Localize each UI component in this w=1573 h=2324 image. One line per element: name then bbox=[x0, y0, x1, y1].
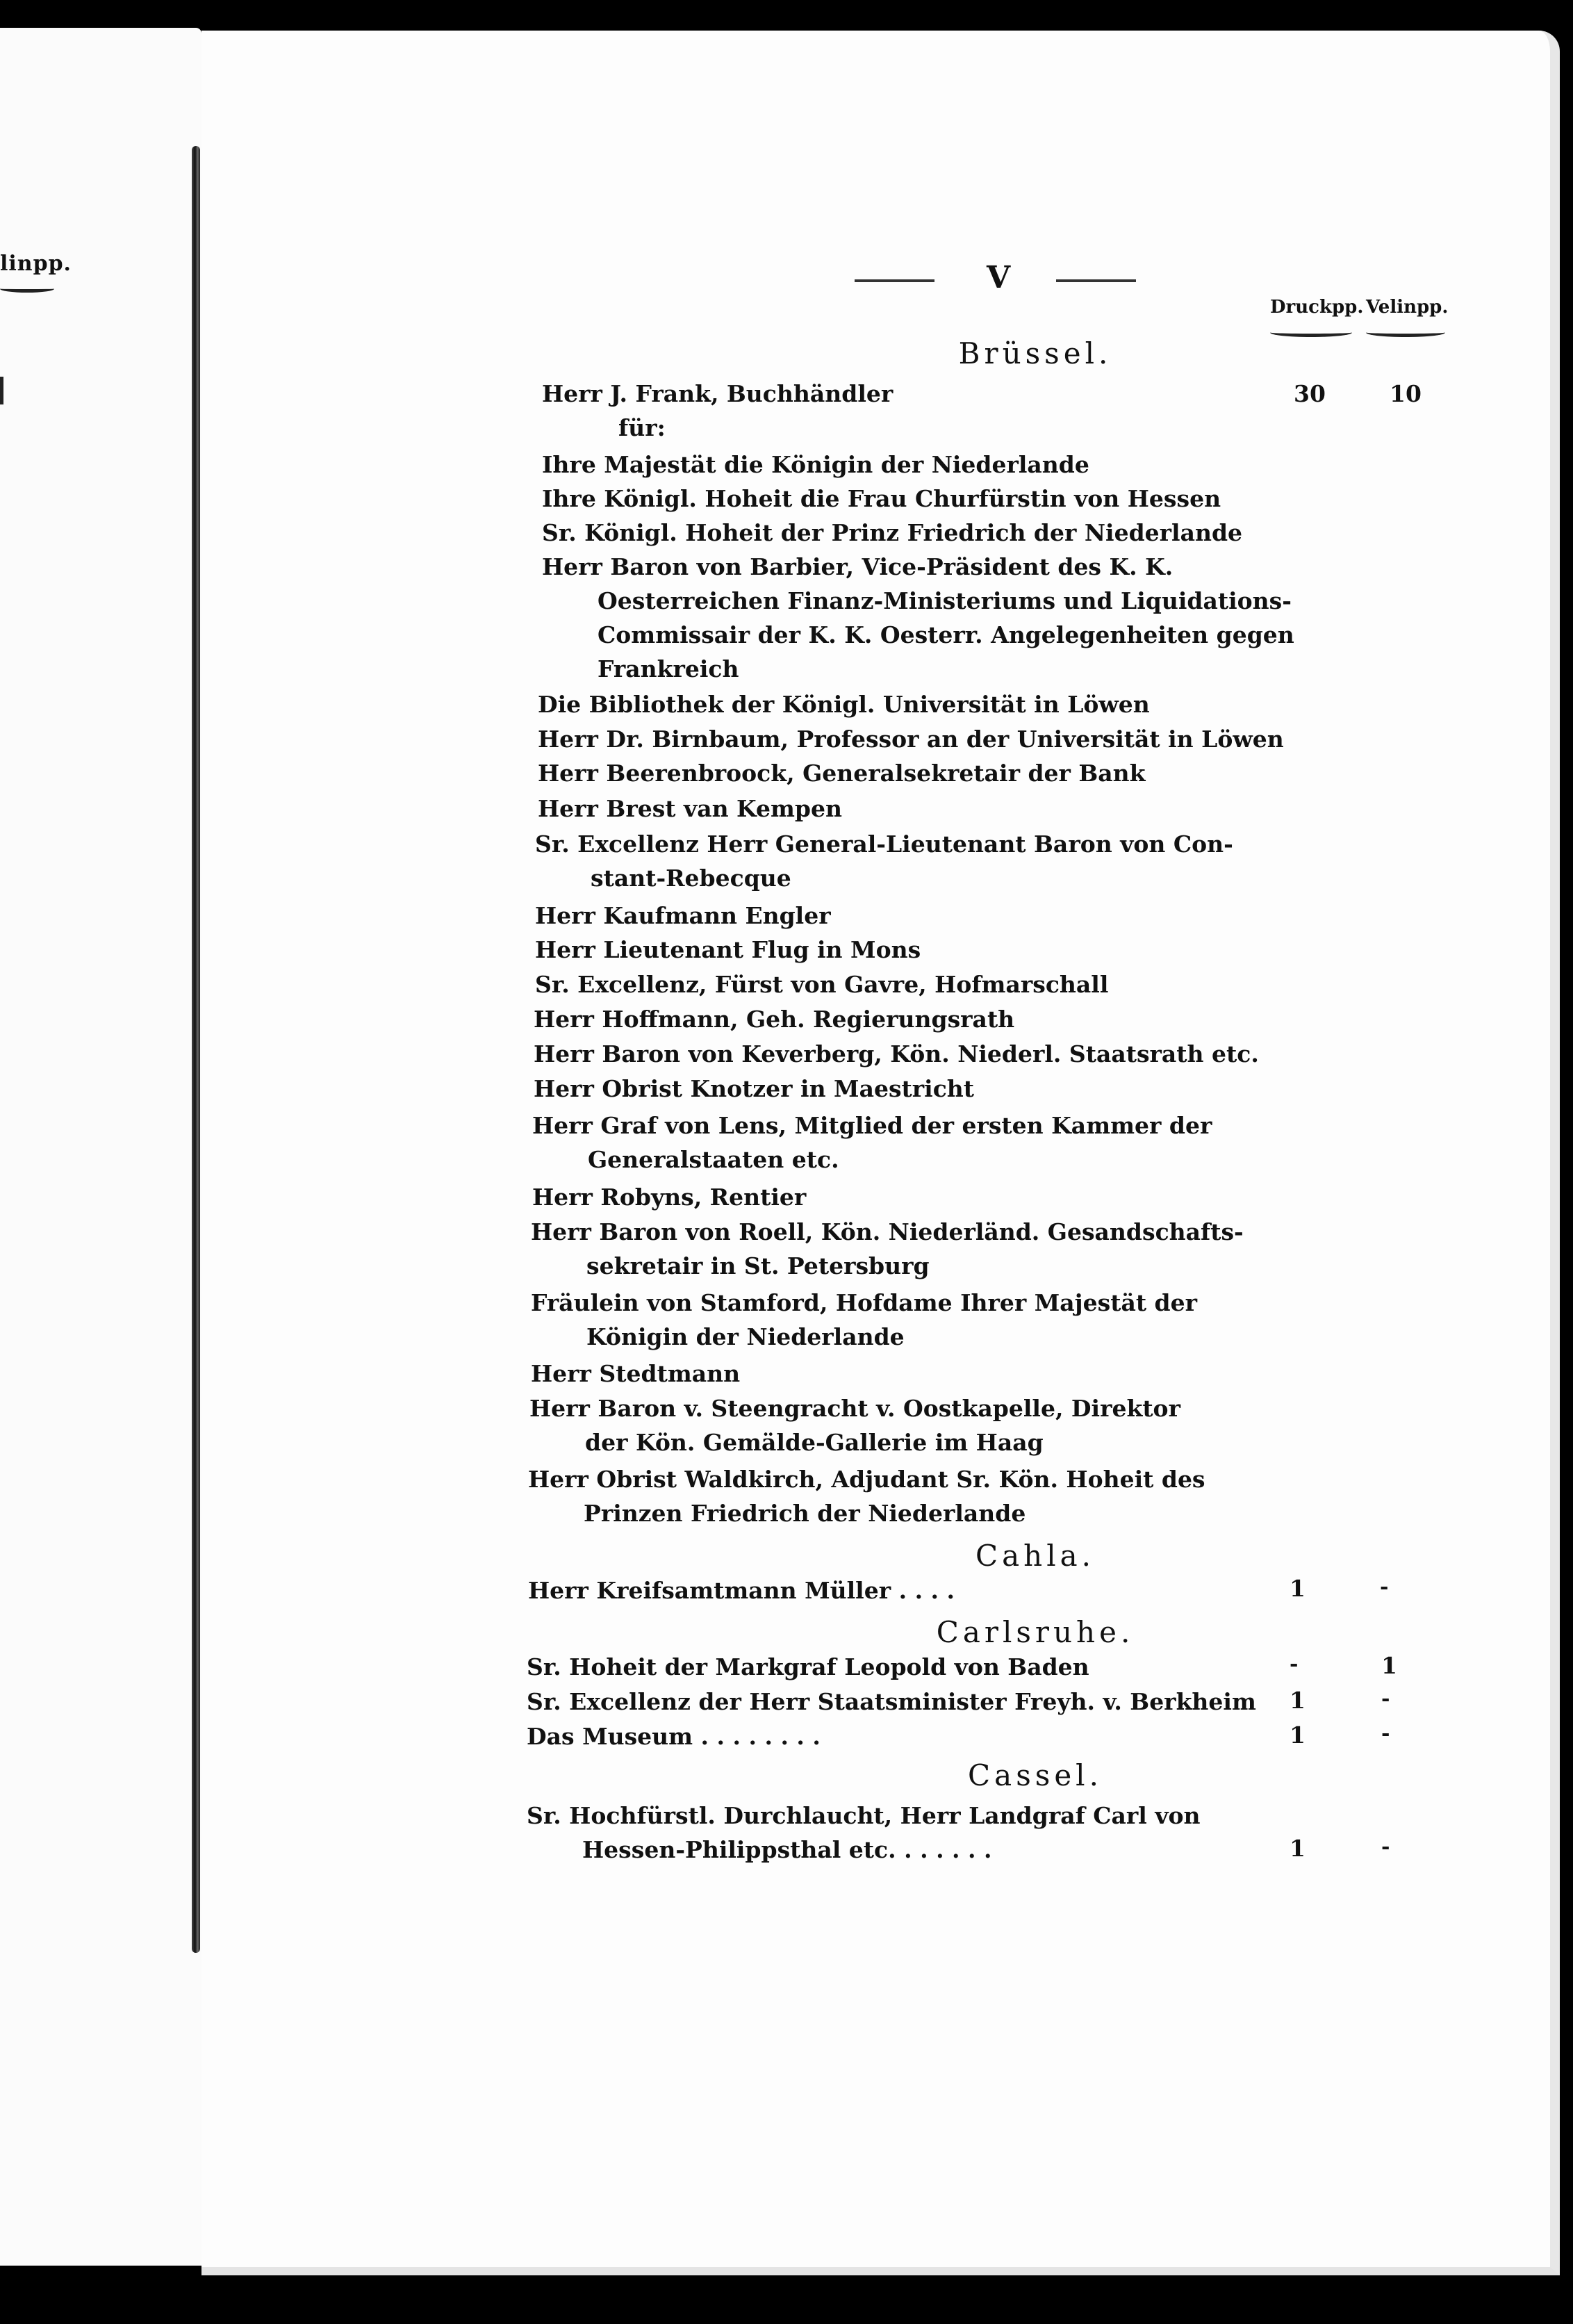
entry-line: Herr Kreifsamtmann Müller . . . . bbox=[528, 1577, 955, 1604]
subscriber-entry bbox=[527, 1799, 1201, 1867]
entry-line: Ihre Königl. Hoheit die Frau Churfürstin von Hessen bbox=[542, 485, 1221, 512]
entry-line: Herr Robyns, Rentier bbox=[532, 1184, 807, 1211]
header-rule-right bbox=[1056, 279, 1136, 282]
subscriber-entry bbox=[538, 792, 842, 826]
entry-line: Herr Dr. Birnbaum, Professor an der Universität in Löwen bbox=[538, 726, 1284, 753]
entry-line: Ihre Majestät die Königin der Niederlande bbox=[542, 451, 1089, 478]
velin-count: 10 bbox=[1390, 380, 1422, 407]
entry-line: Sr. Hoheit der Markgraf Leopold von Baden bbox=[527, 1653, 1089, 1680]
entry-line-continued: Oesterreichen Finanz-Ministeriums und Liquidations- bbox=[598, 587, 1292, 614]
entry-line: Herr Baron von Roell, Kön. Niederländ. Gesandschafts- bbox=[531, 1218, 1244, 1245]
velin-count: 1 bbox=[1381, 1652, 1397, 1679]
velin-count: - bbox=[1380, 1575, 1389, 1599]
subscriber-entry bbox=[534, 1072, 974, 1106]
entry-line: Herr Baron von Keverberg, Kön. Niederl. Staatsrath etc. bbox=[534, 1040, 1259, 1067]
entry-line: Herr Baron von Barbier, Vice-Präsident des K. K. bbox=[542, 553, 1173, 580]
druck-count: 1 bbox=[1290, 1835, 1306, 1862]
subscriber-entry bbox=[531, 1357, 740, 1391]
velin-count: - bbox=[1381, 1687, 1390, 1711]
left-page-header: linpp. bbox=[0, 252, 72, 276]
entry-line: Sr. Hochfürstl. Durchlaucht, Herr Landgraf Carl von bbox=[527, 1802, 1201, 1829]
subscriber-entry bbox=[535, 827, 1233, 895]
section-heading-carlsruhe: Carlsruhe. bbox=[936, 1615, 1135, 1649]
right-page bbox=[201, 31, 1560, 2275]
section-heading-bruessel: Brüssel. bbox=[958, 336, 1112, 370]
entry-line-continued: Prinzen Friedrich der Niederlande bbox=[584, 1500, 1026, 1527]
subscriber-entry bbox=[528, 1573, 955, 1607]
entry-line: Herr Brest van Kempen bbox=[538, 795, 842, 822]
subscriber-entry bbox=[529, 1391, 1180, 1459]
entry-line: Herr Stedtmann bbox=[531, 1360, 741, 1387]
entry-line: Herr Graf von Lens, Mitglied der ersten Kammer der bbox=[532, 1112, 1212, 1139]
column-brace-velin bbox=[1366, 328, 1445, 337]
subscriber-entry bbox=[538, 722, 1284, 756]
entry-line: für: bbox=[618, 414, 666, 441]
subscriber-entry bbox=[538, 687, 1150, 721]
druck-count: 1 bbox=[1290, 1687, 1306, 1714]
entry-line-continued: Commissair der K. K. Oesterr. Angelegenheiten gegen bbox=[598, 621, 1294, 648]
entry-line: Sr. Königl. Hoheit der Prinz Friedrich der Niederlande bbox=[542, 519, 1243, 546]
entry-line-continued: stant-Rebecque bbox=[591, 865, 791, 892]
entry-line-continued: Hessen-Philippsthal etc. . . . . . . bbox=[582, 1836, 992, 1863]
entry-line: Herr Baron v. Steengracht v. Oostkapelle, Direktor bbox=[529, 1395, 1180, 1422]
subscriber-entry bbox=[535, 933, 921, 967]
velin-count: - bbox=[1381, 1835, 1390, 1859]
entry-line: Herr Kaufmann Engler bbox=[535, 902, 831, 929]
left-page-mark bbox=[0, 377, 3, 404]
entry-line: Sr. Excellenz, Fürst von Gavre, Hofmarschall bbox=[535, 971, 1109, 998]
entry-line: Herr Obrist Knotzer in Maestricht bbox=[534, 1075, 975, 1102]
header-rule-left bbox=[855, 279, 934, 282]
subscriber-entry bbox=[527, 1719, 821, 1753]
column-brace-druck bbox=[1270, 328, 1352, 337]
subscriber-entry bbox=[542, 516, 1242, 550]
entry-line: Herr Lieutenant Flug in Mons bbox=[535, 936, 921, 963]
entry-line: Sr. Excellenz Herr General-Lieutenant Baron von Con- bbox=[535, 830, 1233, 858]
entry-line: Herr Hoffmann, Geh. Regierungsrath bbox=[534, 1006, 1015, 1033]
subscriber-entry bbox=[527, 1685, 1256, 1719]
subscriber-entry bbox=[542, 448, 1089, 482]
entry-line: Herr J. Frank, Buchhändler bbox=[542, 380, 893, 407]
entry-line: Sr. Excellenz der Herr Staatsminister Freyh. v. Berkheim bbox=[527, 1688, 1256, 1715]
section-heading-cassel: Cassel. bbox=[968, 1758, 1103, 1792]
subscriber-entry bbox=[618, 411, 666, 445]
subscriber-entry bbox=[542, 482, 1221, 516]
left-page-fragment bbox=[0, 28, 201, 2266]
subscriber-entry bbox=[538, 756, 1146, 790]
column-header-velin: Velinpp. bbox=[1366, 297, 1449, 318]
subscriber-entry bbox=[535, 967, 1108, 1001]
subscriber-entry bbox=[534, 1002, 1014, 1036]
subscriber-entry bbox=[528, 1462, 1205, 1530]
entry-line: Herr Beerenbroock, Generalsekretair der Bank bbox=[538, 760, 1146, 787]
druck-count: - bbox=[1290, 1652, 1299, 1676]
entry-line-continued: sekretair in St. Petersburg bbox=[586, 1252, 930, 1279]
subscriber-entry bbox=[534, 1037, 1259, 1071]
subscriber-entry bbox=[542, 550, 1294, 686]
subscriber-entry bbox=[531, 1215, 1244, 1283]
druck-count: 1 bbox=[1290, 1575, 1306, 1602]
subscriber-entry bbox=[532, 1180, 806, 1214]
entry-line: Fräulein von Stamford, Hofdame Ihrer Majestät der bbox=[531, 1289, 1198, 1316]
entry-line-continued: Frankreich bbox=[598, 655, 739, 682]
subscriber-entry bbox=[532, 1108, 1212, 1177]
druck-count: 1 bbox=[1290, 1721, 1306, 1749]
druck-count: 30 bbox=[1294, 380, 1326, 407]
section-heading-cahla: Cahla. bbox=[975, 1539, 1096, 1573]
entry-line: Herr Obrist Waldkirch, Adjudant Sr. Kön. Hoheit des bbox=[528, 1466, 1205, 1493]
column-header-druck: Druckpp. bbox=[1270, 297, 1364, 318]
entry-line-continued: der Kön. Gemälde-Gallerie im Haag bbox=[585, 1429, 1044, 1456]
subscriber-entry bbox=[527, 1650, 1089, 1684]
subscriber-entry bbox=[542, 377, 893, 411]
entry-line-continued: Königin der Niederlande bbox=[586, 1323, 905, 1350]
entry-line: Die Bibliothek der Königl. Universität in Löwen bbox=[538, 691, 1150, 718]
page-number: V bbox=[987, 260, 1011, 295]
entry-line: Das Museum . . . . . . . . bbox=[527, 1723, 821, 1750]
left-header-brace bbox=[0, 285, 54, 293]
velin-count: - bbox=[1381, 1721, 1390, 1746]
book-binding-edge bbox=[192, 146, 200, 1953]
subscriber-entry bbox=[531, 1286, 1197, 1354]
subscriber-entry bbox=[535, 899, 831, 933]
entry-line-continued: Generalstaaten etc. bbox=[588, 1146, 839, 1173]
